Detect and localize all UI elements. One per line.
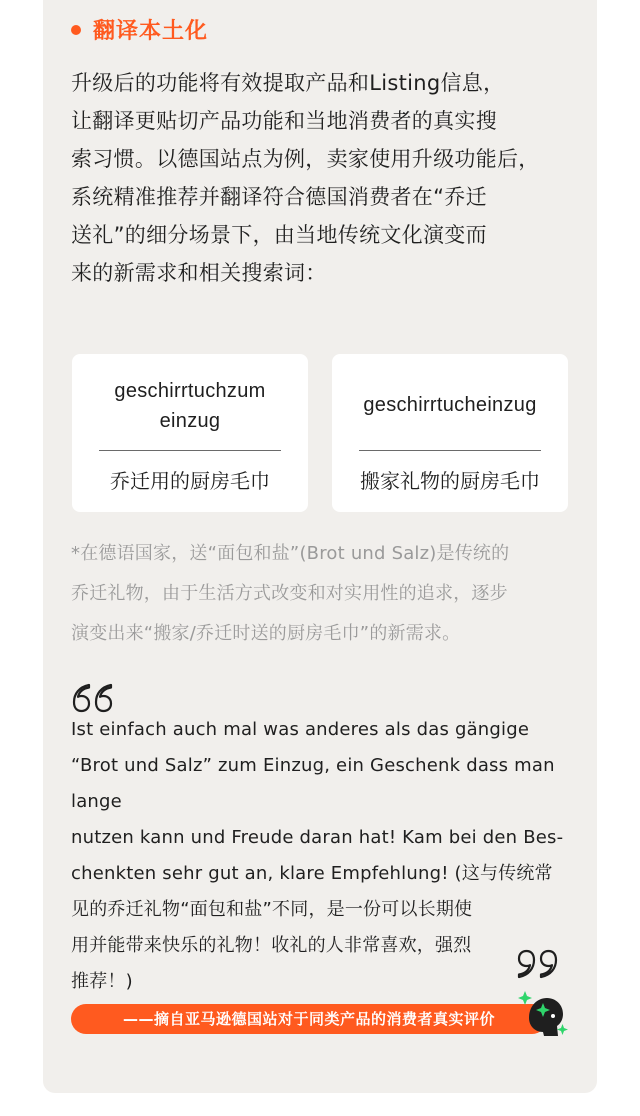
review-line: nutzen kann und Freude daran hat! Kam bei den Bes-	[71, 827, 564, 848]
intro-paragraph	[71, 64, 575, 292]
term-card-geschirrtucheinzug	[332, 354, 568, 512]
term-meaning: 乔迁用的厨房毛巾	[110, 469, 270, 493]
customer-review	[71, 712, 577, 1000]
bullet-dot	[71, 25, 81, 35]
footnote	[71, 534, 581, 654]
footnote-line: 演变出来“搬家/乔迁时送的厨房毛巾”的新需求。	[71, 623, 461, 644]
term-word-line: geschirrtucheinzug	[363, 394, 537, 416]
intro-line: 系统精准推荐并翻译符合德国消费者在“乔迁	[71, 185, 487, 209]
intro-line: 来的新需求和相关搜索词：	[71, 261, 327, 285]
intro-line: 让翻译更贴切产品功能和当地消费者的真实搜	[71, 109, 497, 133]
term-word-line: einzug	[159, 410, 221, 432]
term-divider	[359, 450, 541, 451]
close-quote-icon	[515, 948, 559, 980]
term-word-line: geschirrtuchzum	[114, 380, 266, 402]
review-line: 见的乔迁礼物“面包和盐”不同，是一份可以长期使	[71, 899, 473, 920]
review-line: 推荐！)	[71, 971, 133, 992]
term-word	[72, 376, 308, 436]
intro-line: 送礼”的细分场景下，由当地传统文化演变而	[71, 223, 487, 247]
open-quote-icon	[71, 682, 115, 714]
footnote-line: 乔迁礼物，由于生活方式改变和对实用性的追求，逐步	[71, 583, 508, 604]
review-line: chenkten sehr gut an, klare Empfehlung! (这与传统常	[71, 863, 553, 884]
intro-line: 升级后的功能将有效提取产品和Listing信息，	[71, 71, 505, 95]
term-meaning: 搬家礼物的厨房毛巾	[360, 469, 540, 493]
term-word	[332, 390, 568, 420]
section-title: 翻译本土化	[93, 19, 209, 44]
source-citation: ——摘自亚马逊德国站对于同类产品的消费者真实评价	[71, 1004, 547, 1034]
review-line: Ist einfach auch mal was anderes als das gängige	[71, 719, 530, 740]
review-line: 用并能带来快乐的礼物！收礼的人非常喜欢，强烈	[71, 935, 472, 956]
intro-line: 索习惯。以德国站点为例，卖家使用升级功能后，	[71, 147, 540, 171]
review-line: “Brot und Salz” zum Einzug, ein Geschenk dass man lange	[71, 755, 555, 812]
section-heading	[71, 14, 208, 45]
content-card	[43, 0, 597, 1093]
term-card-geschirrtuchzumeinzug	[72, 354, 308, 512]
term-divider	[99, 450, 281, 451]
mascot-icon	[517, 988, 571, 1042]
footnote-line: *在德语国家，送“面包和盐”(Brot und Salz)是传统的	[71, 543, 510, 564]
